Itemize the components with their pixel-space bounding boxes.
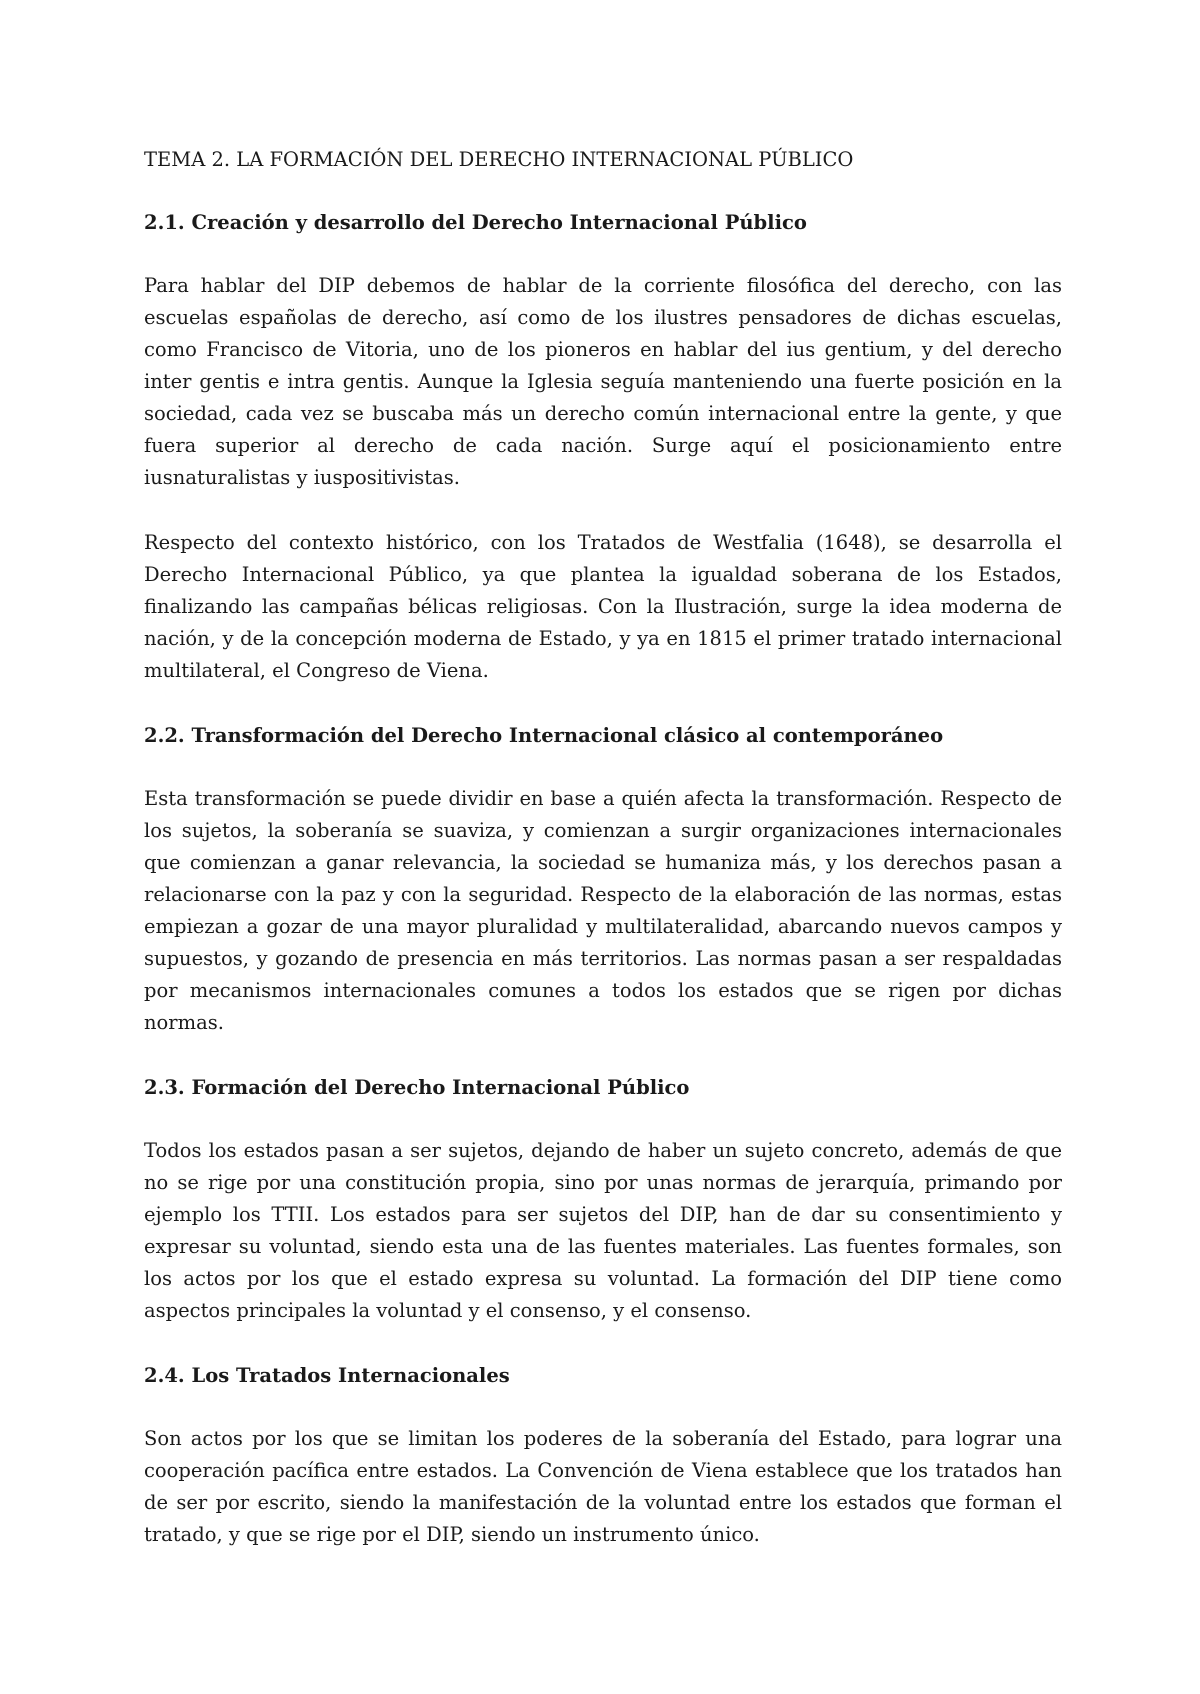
section-2-1 bbox=[144, 207, 1062, 687]
section-heading: 2.1. Creación y desarrollo del Derecho Internacional Público bbox=[144, 211, 807, 234]
section-heading: 2.4. Los Tratados Internacionales bbox=[144, 1364, 510, 1387]
document-page bbox=[144, 144, 1062, 1584]
document-title: TEMA 2. LA FORMACIÓN DEL DERECHO INTERNACIONAL PÚBLICO bbox=[144, 148, 854, 171]
section-2-4 bbox=[144, 1360, 1062, 1551]
section-2-3 bbox=[144, 1072, 1062, 1327]
section-heading: 2.2. Transformación del Derecho Internacional clásico al contemporáneo bbox=[144, 724, 944, 747]
paragraph: Respecto del contexto histórico, con los Tratados de Westfalia (1648), se desarrolla el Derecho Internacional Público, ya que plantea la igualdad soberana de los Estados, finalizando las campañas bélicas religiosas. Con la Ilustración, surge la idea moderna de nación, y de la concepción moderna de Estado, y ya en 1815 el primer tratado internacional multilateral, el Congreso de Viena. bbox=[144, 531, 1062, 682]
paragraph: Esta transformación se puede dividir en base a quién afecta la transformación. Respecto de los sujetos, la soberanía se suaviza, y comienzan a surgir organizaciones internacionales que comienzan a ganar relevancia, la sociedad se humaniza más, y los derechos pasan a relacionarse con la paz y con la seguridad. Respecto de la elaboración de las normas, estas empiezan a gozar de una mayor pluralidad y multilateralidad, abarcando nuevos campos y supuestos, y gozando de presencia en más territorios. Las normas pasan a ser respaldadas por mecanismos internacionales comunes a todos los estados que se rigen por dichas normas. bbox=[144, 787, 1062, 1034]
paragraph: Son actos por los que se limitan los poderes de la soberanía del Estado, para lograr una cooperación pacífica entre estados. La Convención de Viena establece que los tratados han de ser por escrito, siendo la manifestación de la voluntad entre los estados que forman el tratado, y que se rige por el DIP, siendo un instrumento único. bbox=[144, 1427, 1062, 1546]
section-2-2 bbox=[144, 720, 1062, 1039]
paragraph: Para hablar del DIP debemos de hablar de la corriente filosófica del derecho, con las escuelas españolas de derecho, así como de los ilustres pensadores de dichas escuelas, como Francisco de Vitoria, uno de los pioneros en hablar del ius gentium, y del derecho inter gentis e intra gentis. Aunque la Iglesia seguía manteniendo una fuerte posición en la sociedad, cada vez se buscaba más un derecho común internacional entre la gente, y que fuera superior al derecho de cada nación. Surge aquí el posicionamiento entre iusnaturalistas y iuspositivistas. bbox=[144, 274, 1062, 489]
section-heading: 2.3. Formación del Derecho Internacional Público bbox=[144, 1076, 690, 1099]
paragraph: Todos los estados pasan a ser sujetos, dejando de haber un sujeto concreto, además de que no se rige por una constitución propia, sino por unas normas de jerarquía, primando por ejemplo los TTII. Los estados para ser sujetos del DIP, han de dar su consentimiento y expresar su voluntad, siendo esta una de las fuentes materiales. Las fuentes formales, son los actos por los que el estado expresa su voluntad. La formación del DIP tiene como aspectos principales la voluntad y el consenso, y el consenso. bbox=[144, 1139, 1062, 1322]
